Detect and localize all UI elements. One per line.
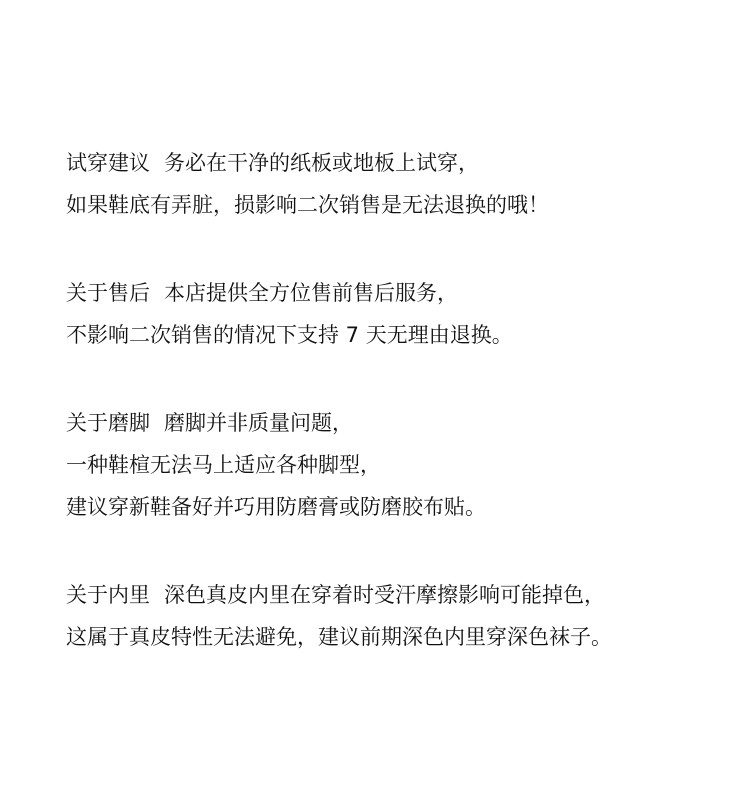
section-blisters [66, 402, 736, 528]
section-heading: 关于磨脚 [66, 411, 150, 435]
section-text: 建议穿新鞋备好并巧用防磨膏或防磨胶布贴。 [66, 495, 486, 519]
section-heading: 关于售后 [66, 281, 150, 305]
section-text: 如果鞋底有弄脏，损影响二次销售是无法退换的哦！ [66, 193, 549, 217]
section-text: 务必在干净的纸板或地板上试穿， [164, 151, 479, 175]
section-heading: 关于内里 [66, 583, 150, 607]
section-text: 不影响二次销售的情况下支持 7 天无理由退换。 [66, 323, 513, 347]
shoe-care-notice [66, 142, 736, 704]
section-text: 深色真皮内里在穿着时受汗摩擦影响可能掉色， [164, 583, 605, 607]
section-text: 一种鞋楦无法马上适应各种脚型， [66, 453, 381, 477]
section-first-line [66, 402, 736, 444]
section-text: 这属于真皮特性无法避免，建议前期深色内里穿深色袜子。 [66, 625, 612, 649]
section-text: 磨脚并非质量问题， [164, 411, 353, 435]
section-try-on [66, 142, 736, 226]
section-first-line [66, 142, 736, 184]
section-first-line [66, 272, 736, 314]
section-heading: 试穿建议 [66, 151, 150, 175]
section-text: 本店提供全方位售前售后服务， [164, 281, 458, 305]
section-after-sales [66, 272, 736, 356]
section-lining [66, 574, 736, 658]
section-first-line [66, 574, 736, 616]
